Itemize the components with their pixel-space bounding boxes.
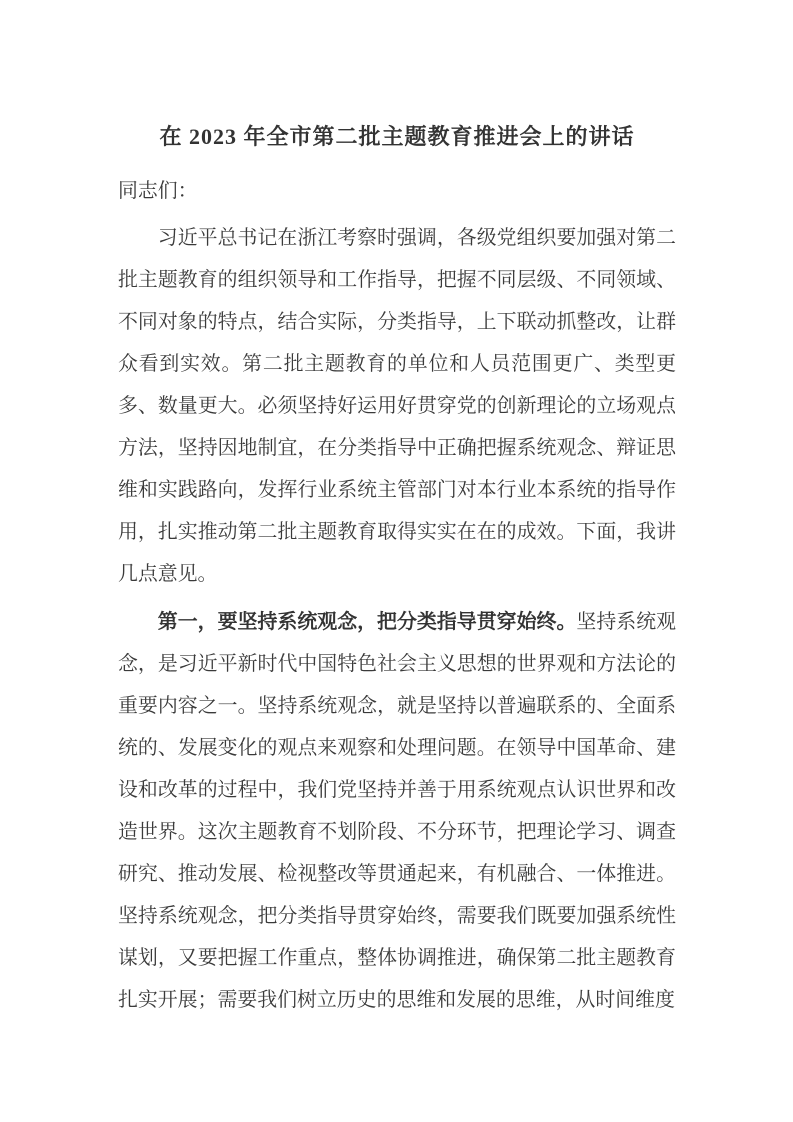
paragraph-1-text: 习近平总书记在浙江考察时强调，各级党组织要加强对第二批主题教育的组织领导和工作指导，把握不同层级、不同领域、不同对象的特点，结合实际，分类指导，上下联动抓整改，让群众看到实效。第二批主题教育的单位和人员范围更广、类型更多、数量更大。必须坚持好运用好贯穿党的创新理论的立场观点方法，坚持因地制宜，在分类指导中正确把握系统观念、辩证思维和实践路向，发挥行业系统主管部门对本行业本系统的指导作用，扎实推动第二批主题教育取得实实在在的成效。下面，我讲几点意见。 (118, 227, 676, 585)
salutation: 同志们： (118, 180, 198, 202)
paragraph-1 (118, 217, 676, 595)
paragraph-2 (118, 601, 676, 1021)
paragraph-2-lead: 第一，要坚持系统观念，把分类指导贯穿始终。 (157, 611, 577, 633)
document-title: 在 2023 年全市第二批主题教育推进会上的讲话 (159, 124, 635, 149)
paragraph-2-text: 坚持系统观念，是习近平新时代中国特色社会主义思想的世界观和方法论的重要内容之一。坚持系统观念，就是坚持以普遍联系的、全面系统的、发展变化的观点来观察和处理问题。在领导中国革命、建设和改革的过程中，我们党坚持并善于用系统观点认识世界和改造世界。这次主题教育不划阶段、不分环节，把理论学习、调查研究、推动发展、检视整改等贯通起来，有机融合、一体推进。坚持系统观念，把分类指导贯穿始终，需要我们既要加强系统性谋划，又要把握工作重点，整体协调推进，确保第二批主题教育扎实开展；需要我们树立历史的思维和发展的思维，从时间维度 (118, 611, 677, 1011)
